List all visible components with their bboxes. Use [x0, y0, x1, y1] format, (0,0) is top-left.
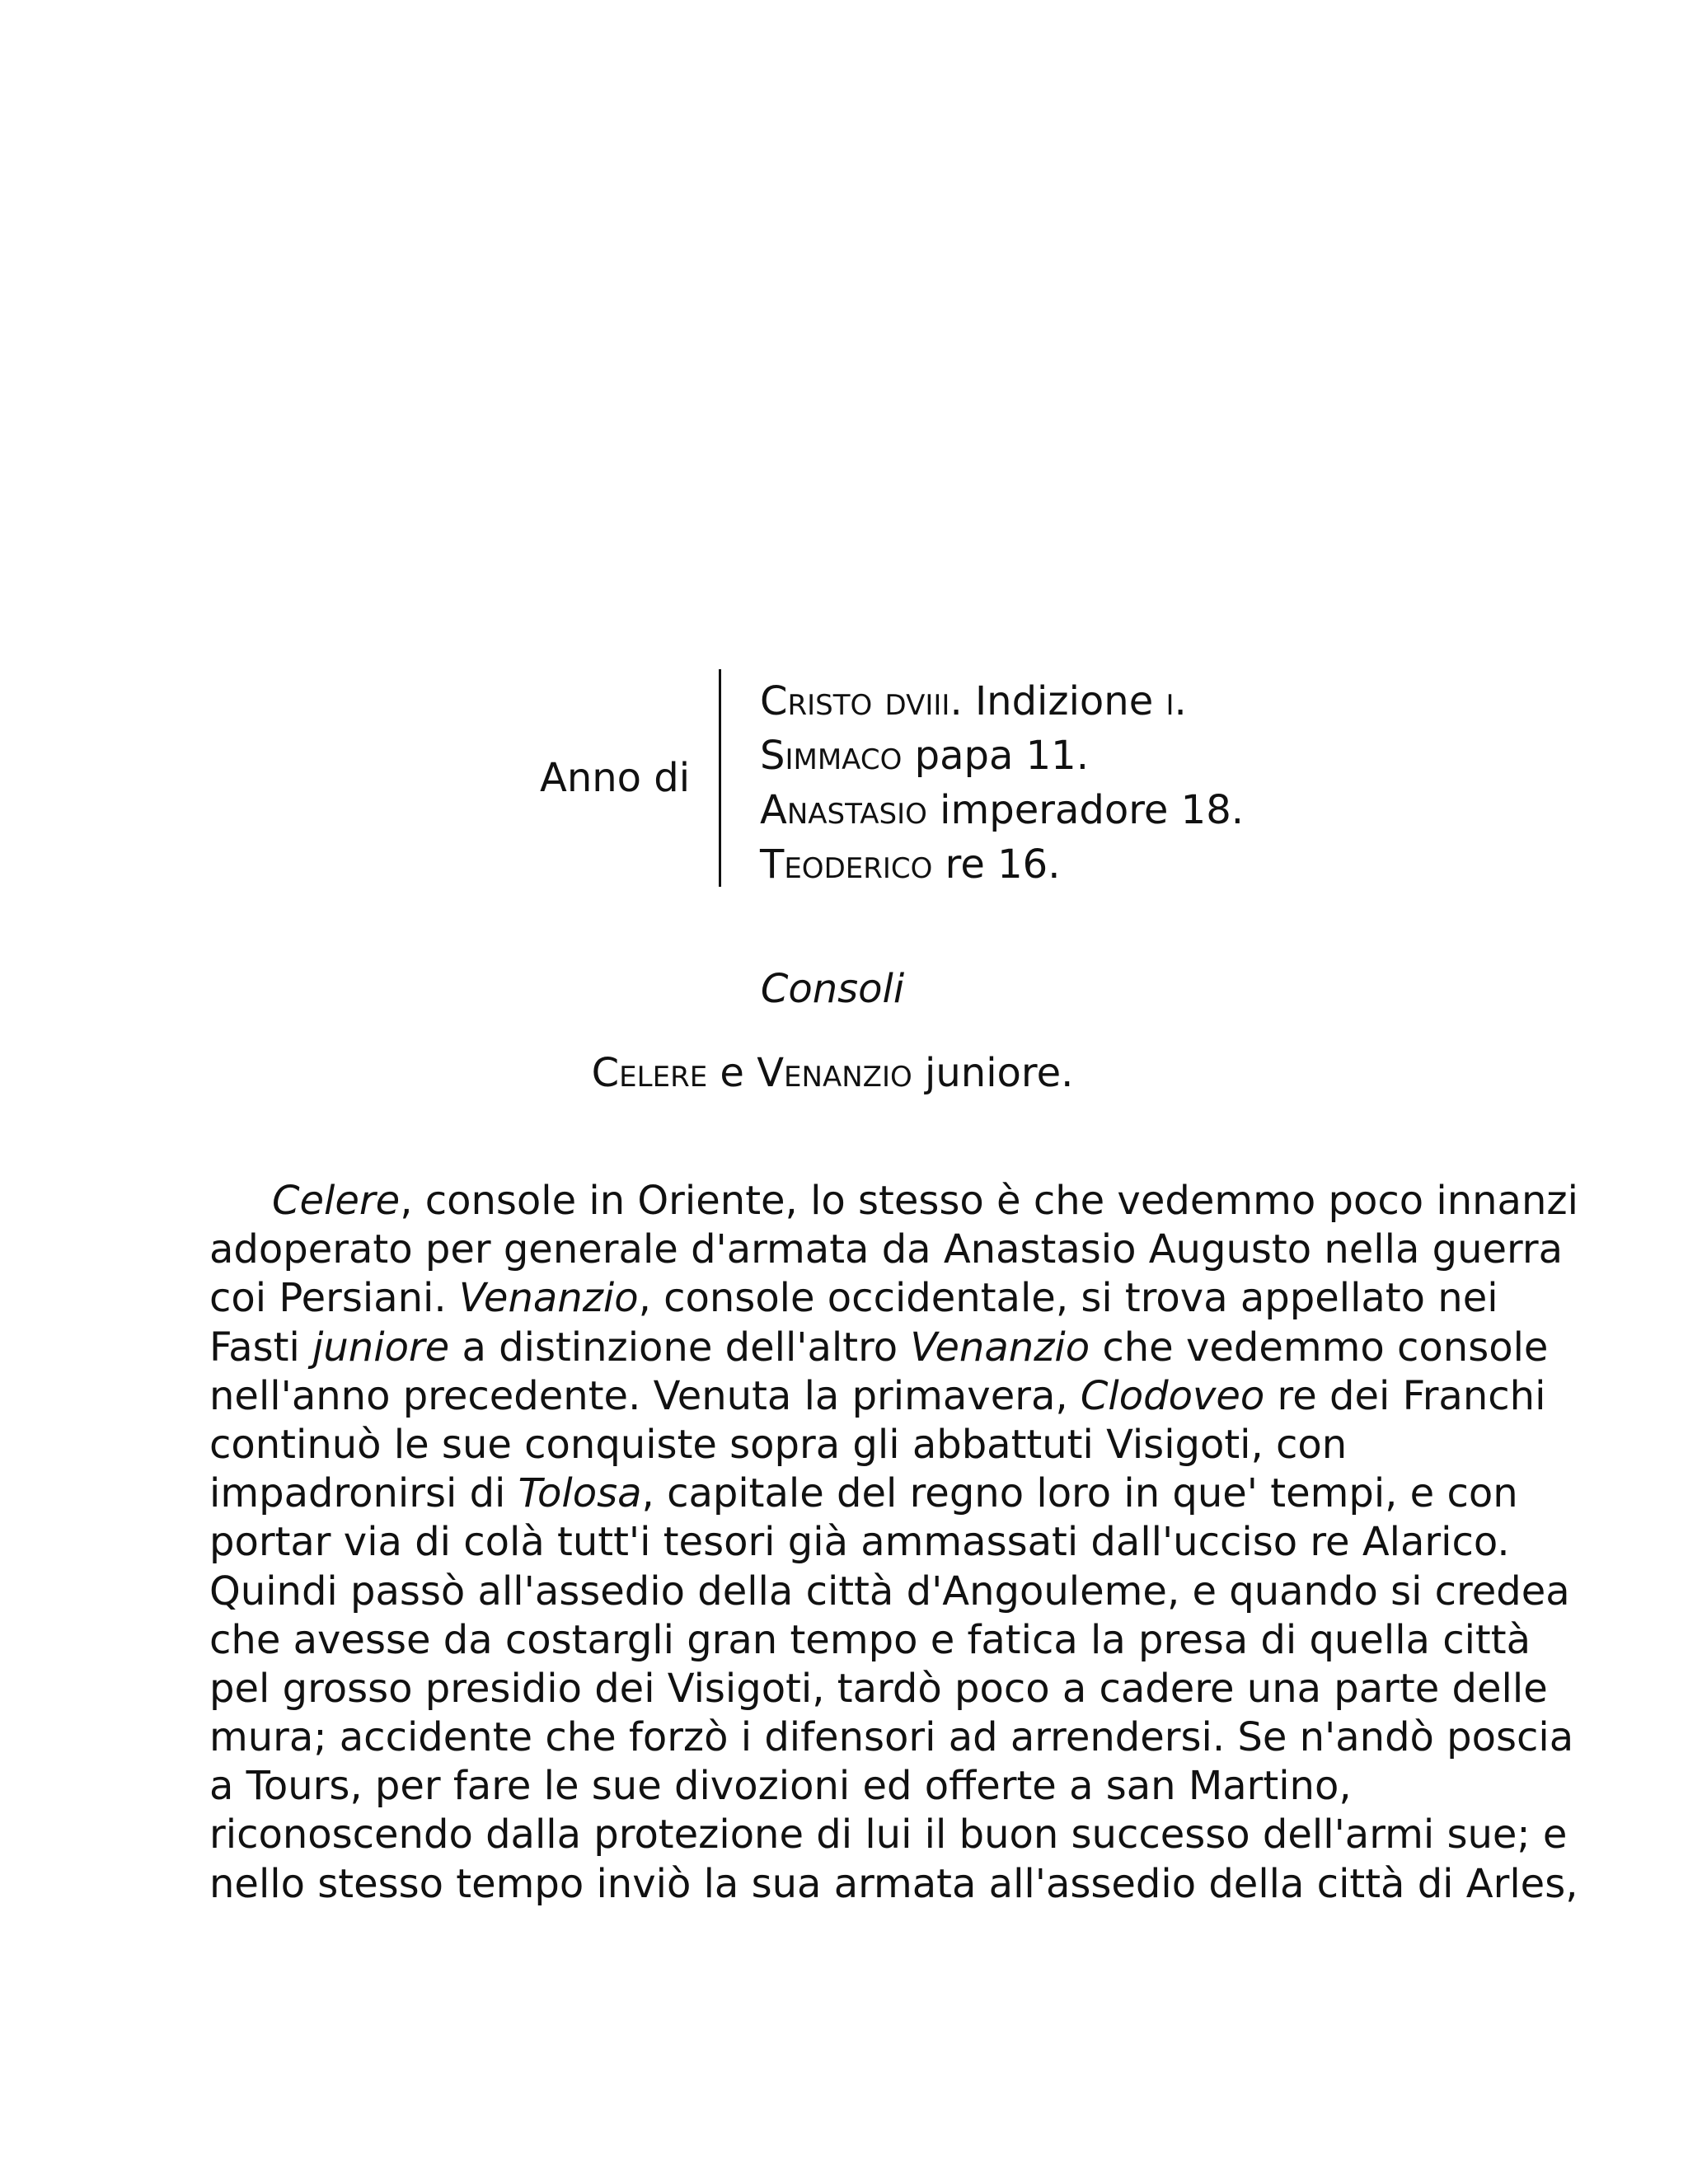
body-text-run: adoperato per generale d'armata da Anastasio Augusto nella guerra — [209, 1226, 1564, 1273]
header-line-cristo — [760, 674, 1244, 729]
header-line-anastasio-name: Anastasio — [760, 787, 927, 833]
body-line — [209, 1274, 1498, 1323]
header-line-anastasio-text: imperadore 18. — [926, 787, 1245, 833]
year-header — [0, 669, 1688, 890]
consul-conjunction: e — [707, 1050, 757, 1096]
body-italic-term: Clodoveo — [1080, 1372, 1265, 1419]
consoli-heading: Consoli — [760, 966, 905, 1012]
body-text-run: nell'anno precedente. Venuta la primavera, — [209, 1372, 1081, 1419]
body-line — [209, 1811, 1568, 1859]
header-line-teoderico-name: Teoderico — [760, 841, 933, 888]
body-line — [209, 1226, 1564, 1274]
header-line-cristo-end: . — [1174, 678, 1187, 724]
body-text-run: re dei Franchi — [1264, 1372, 1546, 1419]
body-text-run: , capitale del regno loro in que' tempi, e con — [641, 1470, 1518, 1517]
body-italic-term: Tolosa — [518, 1470, 642, 1517]
body-text-run: continuò le sue conquiste sopra gli abbattuti Visigoti, con — [209, 1421, 1348, 1468]
body-text-run: Fasti — [209, 1324, 313, 1371]
body-text-run: impadronirsi di — [209, 1470, 518, 1517]
body-line — [209, 1713, 1574, 1762]
body-line — [209, 1469, 1518, 1518]
header-line-simmaco — [760, 729, 1244, 783]
body-text-run: nello stesso tempo inviò la sua armata all'assedio della città di Arles, — [209, 1860, 1578, 1907]
body-italic-term: Celere — [272, 1178, 401, 1224]
body-text-run: a distinzione dell'altro — [449, 1324, 911, 1371]
body-line — [209, 1518, 1510, 1567]
body-text-run: , console occidentale, si trova appellato nei — [638, 1275, 1498, 1322]
anno-label: Anno di — [540, 755, 691, 801]
header-line-teoderico-text: re 16. — [932, 841, 1061, 888]
body-paragraph — [209, 1177, 1578, 1909]
body-line — [209, 1665, 1548, 1713]
body-line — [209, 1372, 1546, 1421]
header-line-simmaco-name: Simmaco — [760, 733, 903, 779]
body-text-run: pel grosso presidio dei Visigoti, tardò poco a cadere una parte delle — [209, 1665, 1548, 1712]
body-italic-term: juniore — [312, 1324, 450, 1371]
body-line — [209, 1860, 1578, 1909]
header-line-cristo-indiction: i — [1165, 678, 1175, 724]
header-line-simmaco-text: papa 11. — [902, 733, 1089, 779]
body-line — [209, 1421, 1479, 1469]
body-line — [209, 1177, 1578, 1226]
body-text-run: mura; accidente che forzò i difensori ad arrendersi. Se n'andò poscia — [209, 1714, 1574, 1761]
body-text-run: riconoscendo dalla protezione di lui il buon successo dell'armi sue; e — [209, 1811, 1568, 1858]
consul-suffix: juniore. — [912, 1050, 1074, 1096]
body-text-run: che avesse da costargli gran tempo e fatica la presa di quella città — [209, 1616, 1531, 1663]
body-italic-term: Venanzio — [910, 1324, 1090, 1371]
body-text-run: coi Persiani. — [209, 1275, 459, 1322]
header-line-cristo-text: . Indizione — [950, 678, 1166, 724]
header-lines — [760, 674, 1244, 892]
body-line — [209, 1616, 1531, 1665]
body-text-run: , console in Oriente, lo stesso è che vedemmo poco innanzi — [400, 1178, 1578, 1224]
body-text-run: a Tours, per fare le sue divozioni ed offerte a san Martino, — [209, 1763, 1352, 1810]
body-line — [209, 1762, 1479, 1811]
header-line-teoderico — [760, 837, 1244, 892]
body-italic-term: Venanzio — [458, 1275, 639, 1322]
body-text-run: che vedemmo console — [1090, 1324, 1549, 1371]
body-text-run: portar via di colà tutt'i tesori già ammassati dall'ucciso re Alarico. — [209, 1519, 1510, 1566]
consoli-names — [0, 1048, 1665, 1098]
header-line-anastasio — [760, 783, 1244, 837]
body-line — [209, 1324, 1549, 1372]
consul-name-celere: Celere — [591, 1050, 708, 1096]
consul-name-venanzio: Venanzio — [757, 1050, 912, 1096]
body-line — [209, 1568, 1570, 1616]
header-divider-line — [719, 669, 721, 887]
body-text-run: Quindi passò all'assedio della città d'Angouleme, e quando si credea — [209, 1568, 1570, 1615]
header-line-cristo-name: Cristo dviii — [760, 678, 950, 724]
